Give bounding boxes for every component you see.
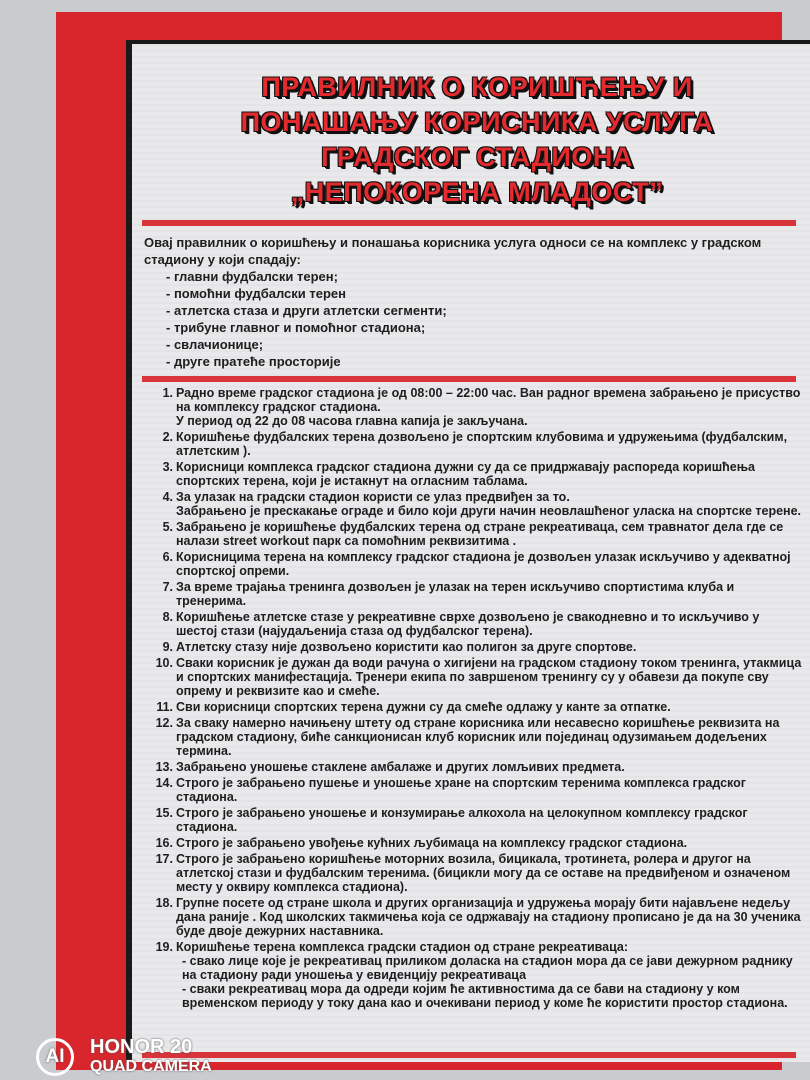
title-line: ГРАДСКОГ СТАДИОНА — [321, 142, 633, 172]
divider — [142, 1052, 796, 1058]
rule-item — [152, 610, 802, 638]
rule-text: - свако лице које је рекреативац приликом доласка на стадион мора да се јави дежурном раднику на стадиону ради уношења у евиденцију рекреативаца — [182, 954, 793, 982]
rule-item — [152, 490, 802, 518]
rule-number: 1. — [162, 386, 173, 400]
intro-item: - друге пратеће просторије — [166, 354, 341, 369]
rule-number: 8. — [162, 610, 173, 624]
rule-item — [152, 940, 802, 1010]
rule-item — [152, 896, 802, 938]
rule-number: 7. — [162, 580, 173, 594]
rule-text: Групне посете од стране школа и других организација и удружења морају бити најављене недељу дана раније . Код школских такмичења која се одржавају на стадиону прописано је да на 30 ученика буде двоје дежурних наставника. — [176, 896, 801, 938]
rule-text: Радно време градског стадиона је од 08:00 – 22:00 час. Ван радног времена забрањено је присуство на комплексу градског стадиона. — [176, 386, 801, 414]
rule-text: - сваки рекреативац мора да одреди којим ће активностима да се бави на стадиону у ком временском периоду у току дана као и очекивани период у коме ће користити простор стадиона. — [182, 982, 788, 1010]
rule-item — [152, 460, 802, 488]
sign-board — [56, 12, 802, 1070]
rule-text: За улазак на градски стадион користи се улаз предвиђен за то. — [176, 490, 570, 504]
divider — [142, 220, 796, 226]
rule-item — [152, 640, 802, 654]
watermark-line1: HONOR 20 — [90, 1036, 193, 1058]
sign-title — [132, 70, 810, 210]
rule-item — [152, 700, 802, 714]
rule-item — [152, 580, 802, 608]
rule-number: 12. — [155, 716, 173, 730]
title-line: ПОНАШАЊУ КОРИСНИКА УСЛУГА — [240, 107, 714, 137]
rule-text: Корисници комплекса градског стадиона дужни су да се придржавају распореда коришћења спортских терена, који је истакнут на огласним таблама. — [176, 460, 755, 488]
rule-text: Сваки корисник је дужан да води рачуна о хигијени на градском стадиону током тренинга, утакмица и спортских манифестација. Тренери екипа по завршеном тренингу су у обавези да покупе сву опрему и реквизите као и смеће. — [176, 656, 802, 698]
rule-text: Забрањено је прескакање ограде и било који други начин неовлашћеног уласка на спортске терене. — [176, 504, 802, 518]
rule-item — [152, 430, 802, 458]
rule-item — [152, 806, 802, 834]
ai-logo-icon: AI — [36, 1038, 74, 1076]
rule-number: 15. — [155, 806, 173, 820]
sign-panel — [126, 40, 810, 1062]
rule-text: Корисницима терена на комплексу градског стадиона је дозвољен улазак искључиво у адекватној спортској опреми. — [176, 550, 791, 578]
rule-text: У период од 22 до 08 часова главна капија је закључана. — [176, 414, 528, 428]
intro-text: Овај правилник о коришћењу и понашања корисника услуга односи се на комплекс у градском стадиону у који спадају: — [144, 235, 762, 267]
intro — [144, 234, 804, 370]
rule-text: Сви корисници спортских терена дужни су да смеће одлажу у канте за отпатке. — [176, 700, 671, 714]
rule-text: Атлетску стазу није дозвољено користити као полигон за друге спортове. — [176, 640, 637, 654]
rule-number: 2. — [162, 430, 173, 444]
rule-text: За сваку намерно начињену штету од стране корисника или несавесно коришћење реквизита на градском стадиону, биће санкционисан клуб корисник или појединац одузимањем додељених термина. — [176, 716, 780, 758]
rule-item — [152, 386, 802, 428]
title-line: ПРАВИЛНИК О КОРИШЋЕЊУ И — [261, 72, 693, 102]
rule-text: Коришћење фудбалских терена дозвољено је спортским клубовима и удружењима (фудбалским, атлетским ). — [176, 430, 788, 458]
rule-number: 18. — [155, 896, 173, 910]
rule-number: 16. — [155, 836, 173, 850]
rule-item — [152, 760, 802, 774]
rule-item — [152, 836, 802, 850]
rule-item — [152, 520, 802, 548]
rule-text: Строго је забрањено уношење и конзумирање алкохола на целокупном комплексу градског стадиона. — [176, 806, 748, 834]
rule-number: 6. — [162, 550, 173, 564]
rule-number: 13. — [155, 760, 173, 774]
rule-item — [152, 550, 802, 578]
intro-item: - главни фудбалски терен; — [166, 269, 338, 284]
rule-item — [152, 716, 802, 758]
intro-item: - свлачионице; — [166, 337, 264, 352]
rule-text: Строго је забрањено пушење и уношење хране на спортским теренима комплекса градског стадиона. — [176, 776, 746, 804]
rule-number: 14. — [155, 776, 173, 790]
intro-item: - атлетска стаза и други атлетски сегменти; — [166, 303, 447, 318]
rule-text: Забрањено је коришћење фудбалских терена од стране рекреативаца, сем травнатог дела где се налази street workout парк са помоћним реквизитима . — [176, 520, 784, 548]
rule-number: 19. — [155, 940, 173, 954]
rule-text: За време трајања тренинга дозвољен је улазак на терен искључиво спортистима клуба и тренерима. — [176, 580, 735, 608]
rule-number: 5. — [162, 520, 173, 534]
rule-number: 3. — [162, 460, 173, 474]
intro-item: - трибуне главног и помоћног стадиона; — [166, 320, 426, 335]
rules-list — [152, 386, 802, 1012]
rule-number: 11. — [156, 700, 173, 714]
rule-text: Коришћење терена комплекса градски стадион од стране рекреативаца: — [176, 940, 629, 954]
rule-text: Забрањено уношење стаклене амбалаже и других ломљивих предмета. — [176, 760, 625, 774]
title-line: „НЕПОКОРЕНА МЛАДОСТ” — [290, 177, 664, 207]
rule-text: Строго је забрањено увођење кућних љубимаца на комплексу градског стадиона. — [176, 836, 688, 850]
rule-number: 4. — [162, 490, 173, 504]
divider — [142, 376, 796, 382]
rule-item — [152, 776, 802, 804]
rule-item — [152, 852, 802, 894]
rule-number: 10. — [155, 656, 173, 670]
rule-text: Коришћење атлетске стазе у рекреативне сврхе дозвољено је свакодневно и то искључиво у шестој стази (најудаљенија стаза од фудбалског терена). — [176, 610, 760, 638]
rule-text: Строго је забрањено коришћење моторних возила, бицикала, тротинета, ролера и другог на атлетској стази и фудбалским теренима. (бицикли могу да се оставе на предвиђеном и означеном месту у оквиру комплекса стадиона). — [176, 852, 791, 894]
watermark-line2: QUAD CAMERA — [90, 1058, 212, 1075]
intro-item: - помоћни фудбалски терен — [166, 286, 347, 301]
rule-number: 9. — [162, 640, 173, 654]
rule-item — [152, 656, 802, 698]
rule-number: 17. — [155, 852, 173, 866]
